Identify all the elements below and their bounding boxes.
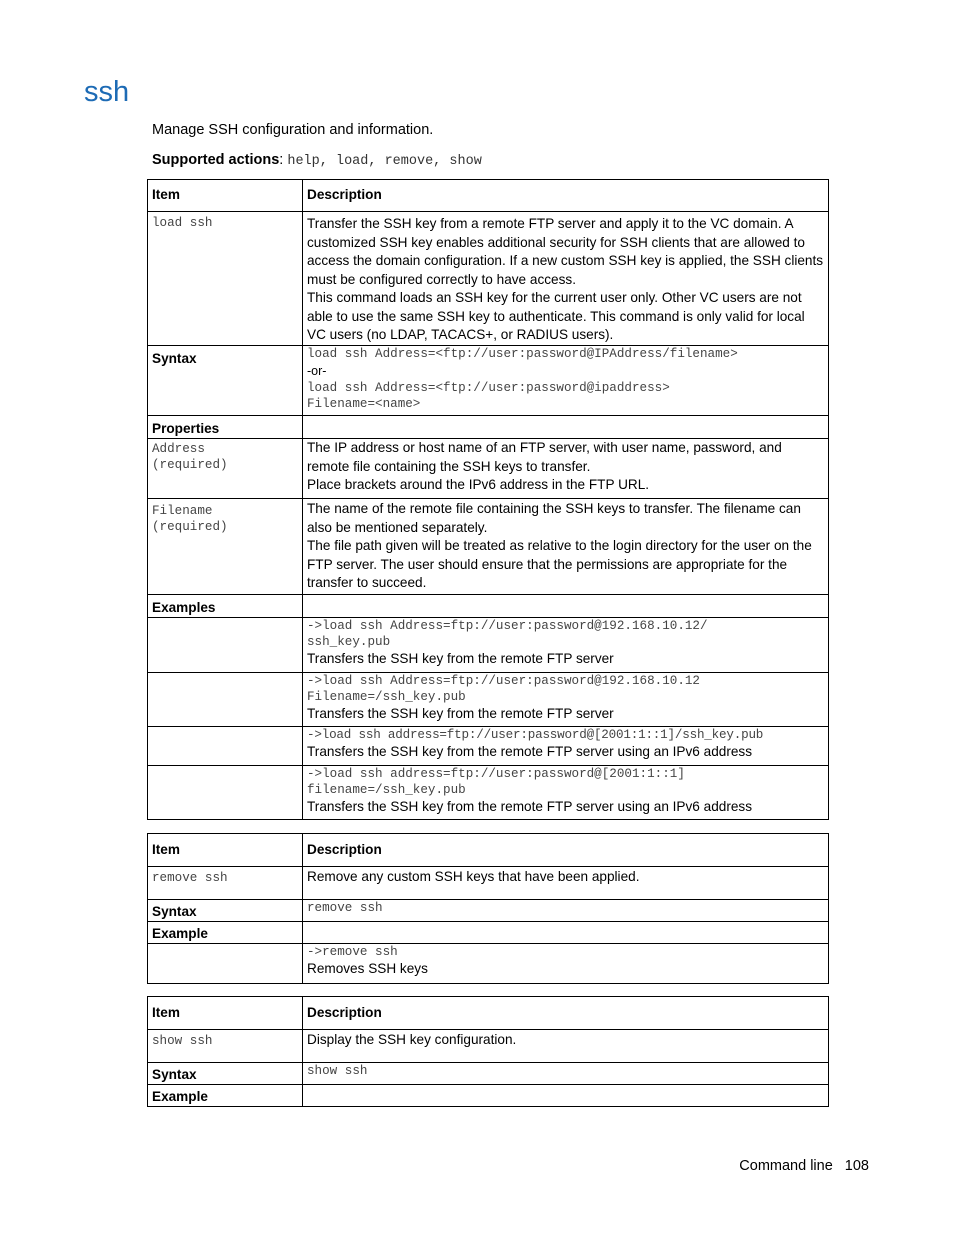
syntax-line: Filename=<name> — [307, 397, 421, 411]
example-label: Example — [148, 922, 303, 944]
table-row — [148, 416, 829, 439]
table-row — [148, 1063, 829, 1085]
property-name: Address — [152, 442, 205, 456]
example-row — [148, 673, 829, 727]
table-header-row — [148, 997, 829, 1030]
table-header-row — [148, 834, 829, 867]
description-text: Display the SSH key configuration. — [303, 1030, 829, 1063]
syntax-label: Syntax — [148, 346, 303, 416]
intro-text: Manage SSH configuration and information. — [152, 122, 434, 138]
example-description: Transfers the SSH key from the remote FTP server using an IPv6 address — [307, 744, 752, 759]
col-item-header: Item — [148, 180, 303, 212]
example-cell — [303, 727, 829, 766]
item-cell — [148, 212, 303, 346]
description-text: Remove any custom SSH keys that have been applied. — [303, 867, 829, 900]
example-row — [148, 618, 829, 673]
example-command: ->load ssh address=ftp://user:password@[2001:1::1] — [307, 767, 685, 781]
remove-ssh-table — [147, 833, 829, 984]
example-row — [148, 727, 829, 766]
example-command: ->load ssh Address=ftp://user:password@192.168.10.12/ — [307, 619, 708, 633]
table-row — [148, 900, 829, 922]
item-cell — [148, 867, 303, 900]
description-text: The name of the remote file containing the SSH keys to transfer. The filename can also be mentioned separately. — [307, 501, 801, 535]
syntax-label: Syntax — [148, 900, 303, 922]
table-row — [148, 867, 829, 900]
example-command: ssh_key.pub — [307, 635, 391, 649]
property-name-cell — [148, 439, 303, 499]
description-text: The file path given will be treated as relative to the login directory for the user on the FTP server. The user should ensure that the permissions are appropriate for the transfer to succeed. — [307, 538, 812, 590]
properties-label: Properties — [148, 416, 303, 439]
syntax-line: remove ssh — [307, 901, 383, 915]
table-row — [148, 499, 829, 595]
item-name: show ssh — [152, 1034, 213, 1048]
table-row — [148, 212, 829, 346]
syntax-cell — [303, 346, 829, 416]
description-text: This command loads an SSH key for the current user only. Other VC users are not able to use the same SSH key to authenticate. This command is only valid for local VC users (no LDAP, TACACS+, or RADIUS users). — [307, 290, 805, 342]
actions-colon: : — [279, 152, 288, 168]
example-cell — [303, 673, 829, 727]
col-description-header: Description — [303, 180, 829, 212]
example-description: Transfers the SSH key from the remote FTP server using an IPv6 address — [307, 799, 752, 814]
description-text: Place brackets around the IPv6 address in the FTP URL. — [307, 477, 650, 492]
table-row — [148, 1085, 829, 1107]
table-row — [148, 922, 829, 944]
syntax-line: load ssh Address=<ftp://user:password@ipaddress> — [307, 381, 670, 395]
example-row — [148, 766, 829, 820]
property-name-cell — [148, 499, 303, 595]
example-cell — [303, 944, 829, 984]
page-title: ssh — [84, 76, 130, 108]
actions-list: help, load, remove, show — [287, 154, 482, 169]
example-command: Filename=/ssh_key.pub — [307, 690, 466, 704]
item-name: remove ssh — [152, 871, 228, 885]
example-cell — [303, 766, 829, 820]
property-desc-cell — [303, 439, 829, 499]
table-row — [148, 439, 829, 499]
example-description: Transfers the SSH key from the remote FTP server — [307, 651, 614, 666]
col-item-header: Item — [148, 997, 303, 1030]
col-item-header: Item — [148, 834, 303, 867]
table-row — [148, 346, 829, 416]
col-description-header: Description — [303, 997, 829, 1030]
property-required: (required) — [152, 520, 228, 534]
property-required: (required) — [152, 458, 228, 472]
load-ssh-table — [147, 179, 829, 820]
description-cell — [303, 212, 829, 346]
page-footer — [727, 1158, 869, 1174]
page-number: 108 — [844, 1158, 869, 1174]
examples-label: Examples — [148, 595, 303, 618]
example-description: Transfers the SSH key from the remote FTP server — [307, 706, 614, 721]
syntax-line: load ssh Address=<ftp://user:password@IPAddress/filename> — [307, 347, 738, 361]
example-command: ->load ssh address=ftp://user:password@[2001:1::1]/ssh_key.pub — [307, 728, 764, 742]
show-ssh-table — [147, 996, 829, 1107]
item-name: load ssh — [152, 216, 213, 230]
description-text: The IP address or host name of an FTP server, with user name, password, and remote file containing the SSH keys to transfer. — [307, 440, 782, 474]
property-desc-cell — [303, 499, 829, 595]
col-description-header: Description — [303, 834, 829, 867]
syntax-or: -or- — [307, 364, 327, 378]
syntax-cell — [303, 900, 829, 922]
example-description: Removes SSH keys — [307, 961, 428, 976]
table-header-row — [148, 180, 829, 212]
supported-actions — [152, 152, 482, 169]
example-cell — [303, 618, 829, 673]
example-command: filename=/ssh_key.pub — [307, 783, 466, 797]
actions-label: Supported actions — [152, 152, 280, 168]
footer-section: Command line — [739, 1158, 833, 1174]
example-command: ->remove ssh — [307, 945, 398, 959]
syntax-cell — [303, 1063, 829, 1085]
example-row — [148, 944, 829, 984]
table-row — [148, 1030, 829, 1063]
table-row — [148, 595, 829, 618]
syntax-line: show ssh — [307, 1064, 368, 1078]
description-text: Transfer the SSH key from a remote FTP server and apply it to the VC domain. A customized SSH key enables additional security for SSH clients that are allowed to access the domain configuration. If a new custom SSH key is applied, the SSH clients must be configured correctly to have access. — [307, 216, 824, 287]
example-command: ->load ssh Address=ftp://user:password@192.168.10.12 — [307, 674, 700, 688]
example-label: Example — [148, 1085, 303, 1107]
item-cell — [148, 1030, 303, 1063]
syntax-label: Syntax — [148, 1063, 303, 1085]
property-name: Filename — [152, 504, 213, 518]
